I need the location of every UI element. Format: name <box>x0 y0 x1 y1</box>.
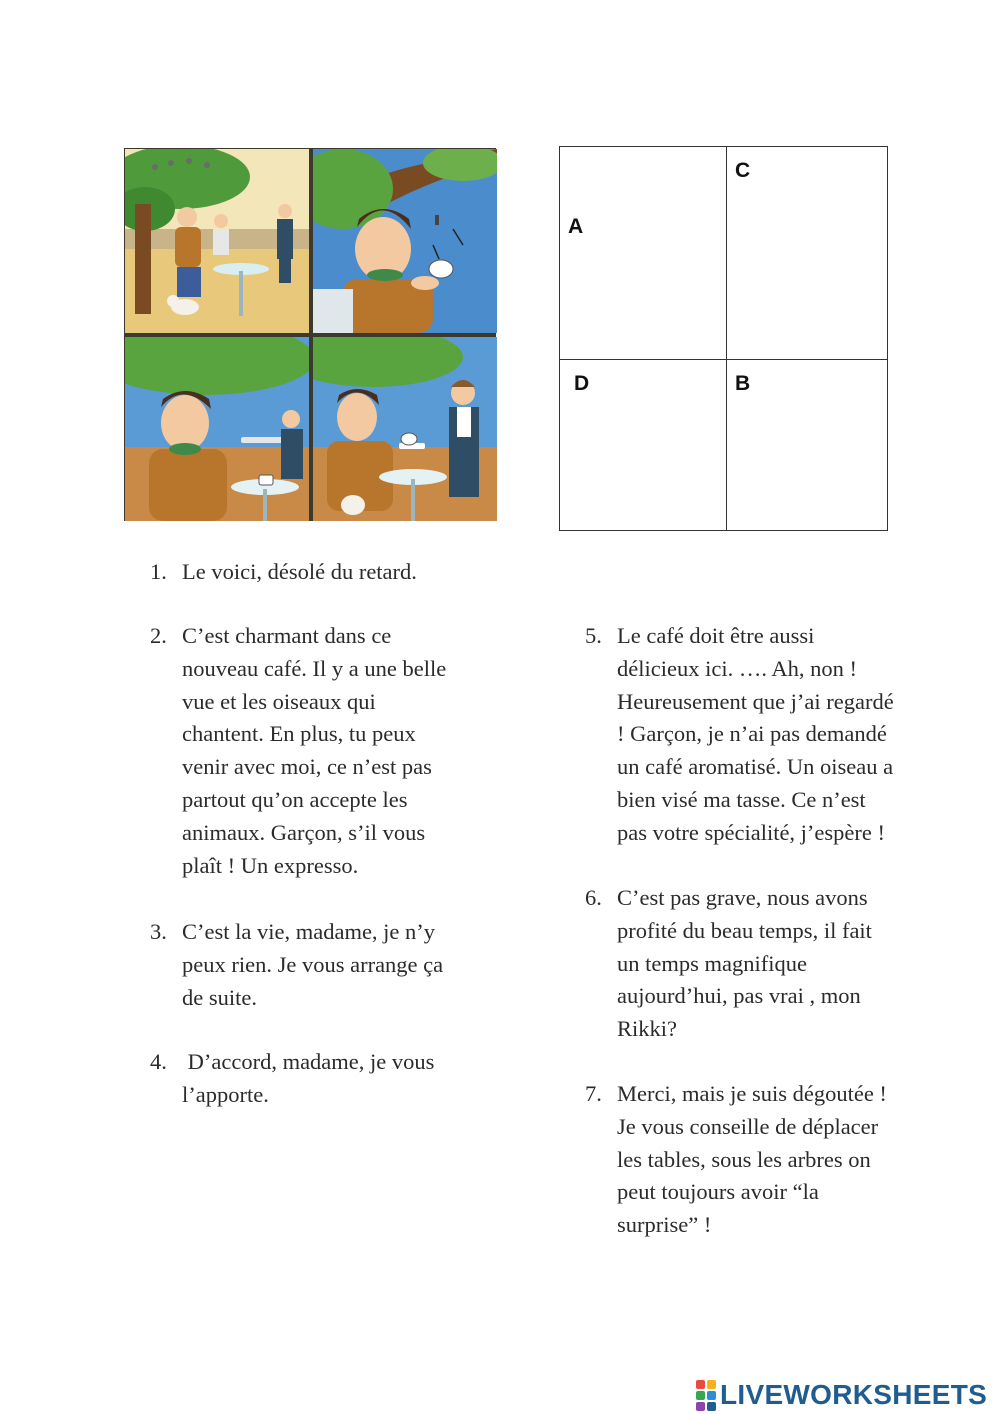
item-line: D’accord, madame, je vous <box>182 1049 435 1074</box>
item-line: Je vous conseille de déplacer <box>617 1113 879 1139</box>
item-line: plaît ! Un expresso. <box>182 852 359 878</box>
item-number: 3. <box>150 919 167 944</box>
logo-mark-icon <box>696 1380 716 1411</box>
item-line: l’apporte. <box>182 1081 269 1107</box>
item-line: les tables, sous les arbres on <box>617 1146 871 1172</box>
comic-panel-3 <box>125 337 309 521</box>
item-line: peut toujours avoir “la <box>617 1179 819 1205</box>
answer-grid <box>559 146 888 531</box>
item-line: venir avec moi, ce n’est pas <box>182 754 432 780</box>
cell-label-c: C <box>735 159 751 182</box>
item-line: Le voici, désolé du retard. <box>182 559 417 584</box>
item-line: Heureusement que j’ai regardé <box>617 688 894 714</box>
item-number: 1. <box>150 559 167 584</box>
item-line: Rikki? <box>617 1016 677 1042</box>
item-line: peux rien. Je vous arrange ça <box>182 951 444 977</box>
item-line: chantent. En plus, tu peux <box>182 721 416 747</box>
cell-label-d: D <box>574 372 590 395</box>
item-number: 5. <box>585 623 602 648</box>
brand-name: LIVEWORKSHEETS <box>720 1379 988 1410</box>
item-line: animaux. Garçon, s’il vous <box>182 819 426 845</box>
item-line: un café aromatisé. Un oiseau a <box>617 754 894 780</box>
comic-strip <box>124 148 496 521</box>
item-line: Le café doit être aussi <box>617 623 815 648</box>
item-line: ! Garçon, je n’ai pas demandé <box>617 721 887 747</box>
grid-divider-vertical <box>726 147 727 530</box>
item-line: Merci, mais je suis dégoutée ! <box>617 1081 887 1106</box>
item-line: partout qu’on accepte les <box>182 786 408 812</box>
item-line: pas votre spécialité, j’espère ! <box>617 819 886 845</box>
comic-panel-1 <box>125 149 309 333</box>
item-line: délicieux ici. …. Ah, non ! <box>617 655 857 681</box>
cell-label-a: A <box>568 215 584 238</box>
cell-label-b: B <box>735 372 751 395</box>
item-line: vue et les oiseaux qui <box>182 688 376 714</box>
item-number: 6. <box>585 885 602 910</box>
comic-panel-2 <box>313 149 497 333</box>
item-line: surprise” ! <box>617 1212 712 1238</box>
item-line: aujourd’hui, pas vrai , mon <box>617 983 861 1009</box>
liveworksheets-logo <box>696 1378 987 1412</box>
item-number: 7. <box>585 1081 602 1106</box>
grid-divider-horizontal <box>560 359 887 360</box>
item-line: de suite. <box>182 984 257 1010</box>
item-line: bien visé ma tasse. Ce n’est <box>617 786 866 812</box>
item-number: 2. <box>150 623 167 648</box>
item-line: C’est charmant dans ce <box>182 623 392 648</box>
item-line: nouveau café. Il y a une belle <box>182 655 447 681</box>
item-line: C’est la vie, madame, je n’y <box>182 919 436 944</box>
comic-panel-4 <box>313 337 497 521</box>
item-line: un temps magnifique <box>617 950 807 976</box>
item-number: 4. <box>150 1049 167 1074</box>
item-line: C’est pas grave, nous avons <box>617 885 868 910</box>
item-line: profité du beau temps, il fait <box>617 917 872 943</box>
